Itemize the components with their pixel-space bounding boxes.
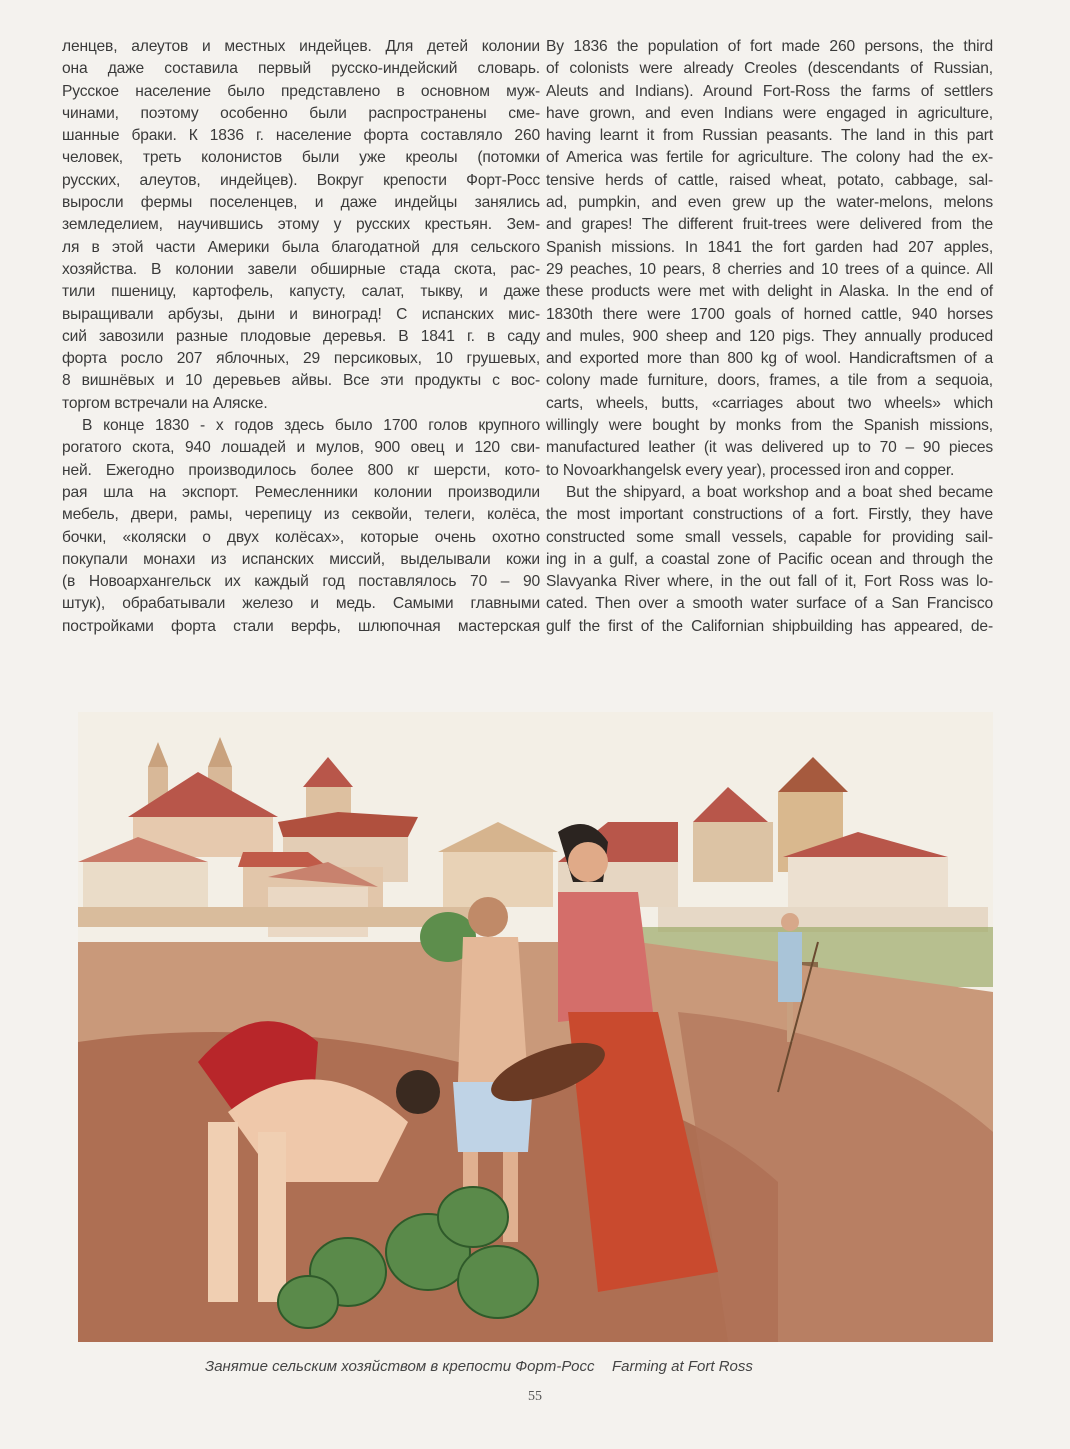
- russian-text-column: [62, 36, 540, 638]
- text-line: она даже составила первый русско-индейский словарь.: [62, 60, 540, 78]
- text-line: Русское население было представлено в основном муж-: [62, 82, 540, 100]
- text-line: But the shipyard, a boat workshop and a boat shed became: [566, 483, 993, 501]
- text-line: мебель, двери, рамы, черепицу из секвойи, телеги, колёса,: [62, 506, 540, 524]
- text-line: рая шла на экспорт. Ремесленники колонии производили: [62, 483, 540, 501]
- text-line: бочки, «коляски о двух колёсах», которые очень охотно: [62, 528, 540, 546]
- text-line: having learnt it from Russian peasants. The land in this part: [546, 127, 993, 145]
- text-line: Slavyanka River where, in the out fall of it, Fort Ross was lo-: [546, 573, 993, 591]
- english-text-column: [546, 36, 993, 638]
- text-line: выросли фермы поселенцев, и даже индейцы занялись: [62, 194, 540, 212]
- page-number: 55: [528, 1389, 542, 1404]
- text-line: ля в этой части Америки была благодатной для сельского: [62, 238, 540, 256]
- text-line: покупали монахи из испанских миссий, выделывали кожи: [62, 550, 540, 568]
- text-line: Spanish missions. In 1841 the fort garden had 207 apples,: [546, 238, 993, 256]
- caption-english: Farming at Fort Ross: [612, 1358, 753, 1375]
- text-line: of colonists were already Creoles (descendants of Russian,: [546, 60, 993, 78]
- text-line: and exported more than 800 kg of wool. Handicraftsmen of a: [546, 350, 993, 368]
- text-line: 29 peaches, 10 pears, 8 cherries and 10 trees of a quince. All: [546, 260, 993, 278]
- text-line: человек, треть колонистов были уже креолы (потомки: [62, 149, 540, 167]
- text-line: ней. Ежегодно производилось более 800 кг шерсти, кото-: [62, 461, 540, 479]
- text-line: carts, wheels, butts, «carriages about two wheels» which: [546, 394, 993, 412]
- text-line: constructed some small vessels, capable for providing sail-: [546, 528, 993, 546]
- text-line: сий завозили разные плодовые деревья. В 1841 г. в саду: [62, 327, 540, 345]
- text-line: рогатого скота, 940 лошадей и мулов, 900 овец и 120 сви-: [62, 439, 540, 457]
- text-line: Aleuts and Indians). Around Fort-Ross the farms of settlers: [546, 82, 993, 100]
- text-line: 8 вишнёвых и 10 деревьев айвы. Все эти продукты с вос-: [62, 372, 540, 390]
- text-line: русских, алеутов, индейцев). Вокруг крепости Форт-Росс: [62, 171, 540, 189]
- text-line: выращивали арбузы, дыни и виноград! С испанских мис-: [62, 305, 540, 323]
- text-line: хозяйства. В колонии завели обширные стада скота, рас-: [62, 260, 540, 278]
- text-line: шанные браки. К 1836 г. население форта составляло 260: [62, 127, 540, 145]
- text-line: штук), обрабатывали железо и медь. Самыми главными: [62, 595, 540, 613]
- text-line: tensive herds of cattle, raised wheat, potato, cabbage, sal-: [546, 171, 993, 189]
- text-line: ленцев, алеутов и местных индейцев. Для детей колонии: [62, 38, 540, 55]
- text-line: форта росло 207 яблочных, 29 персиковых, 10 грушевых,: [62, 350, 540, 368]
- text-line: земледелием, научившись этому у русских крестьян. Зем-: [62, 216, 540, 234]
- text-line: 1830th there were 1700 goals of horned cattle, 940 horses: [546, 305, 993, 323]
- text-line: manufactured leather (it was delivered up to 70 – 90 pieces: [546, 439, 993, 457]
- text-line: these products were met with delight in Alaska. In the end of: [546, 283, 993, 301]
- text-line: тили пшеницу, картофель, капусту, салат, тыкву, и даже: [62, 283, 540, 301]
- farming-illustration: [78, 712, 993, 1342]
- text-line: and mules, 900 sheep and 120 pigs. They annually produced: [546, 327, 993, 345]
- text-line: By 1836 the population of fort made 260 persons, the third: [546, 38, 993, 55]
- text-line: постройками форта стали верфь, шлюпочная мастерская: [62, 617, 540, 635]
- text-line: В конце 1830 - х годов здесь было 1700 голов крупного: [82, 417, 540, 435]
- caption-russian: Занятие сельским хозяйством в крепости Форт-Росс: [205, 1358, 595, 1375]
- text-line: gulf the first of the Californian shipbuilding has appeared, de-: [546, 617, 993, 635]
- text-line: and grapes! The different fruit-trees were delivered from the: [546, 216, 993, 234]
- text-line: ing in a gulf, a coastal zone of Pacific ocean and through the: [546, 550, 993, 568]
- text-line: (в Новоархангельск их каждый год поставлялось 70 – 90: [62, 573, 540, 591]
- text-line: cated. Then over a smooth water surface of a San Francisco: [546, 595, 993, 613]
- text-line: to Novoarkhangelsk every year), processed iron and copper.: [546, 461, 955, 479]
- text-line: have grown, and even Indians were engaged in agriculture,: [546, 104, 993, 122]
- text-line: чинами, поэтому особенно были распространены сме-: [62, 104, 540, 122]
- text-line: the most important constructions of a fort. Firstly, they have: [546, 506, 993, 524]
- text-line: of America was fertile for agriculture. The colony had the ex-: [546, 149, 993, 167]
- text-line: ad, pumpkin, and even grew up the water-melons, melons: [546, 194, 993, 212]
- text-line: willingly were bought by monks from the Spanish missions,: [546, 417, 993, 435]
- text-line: торгом встречали на Аляске.: [62, 394, 268, 412]
- text-line: colony made furniture, doors, frames, a tile from a sequoia,: [546, 372, 993, 390]
